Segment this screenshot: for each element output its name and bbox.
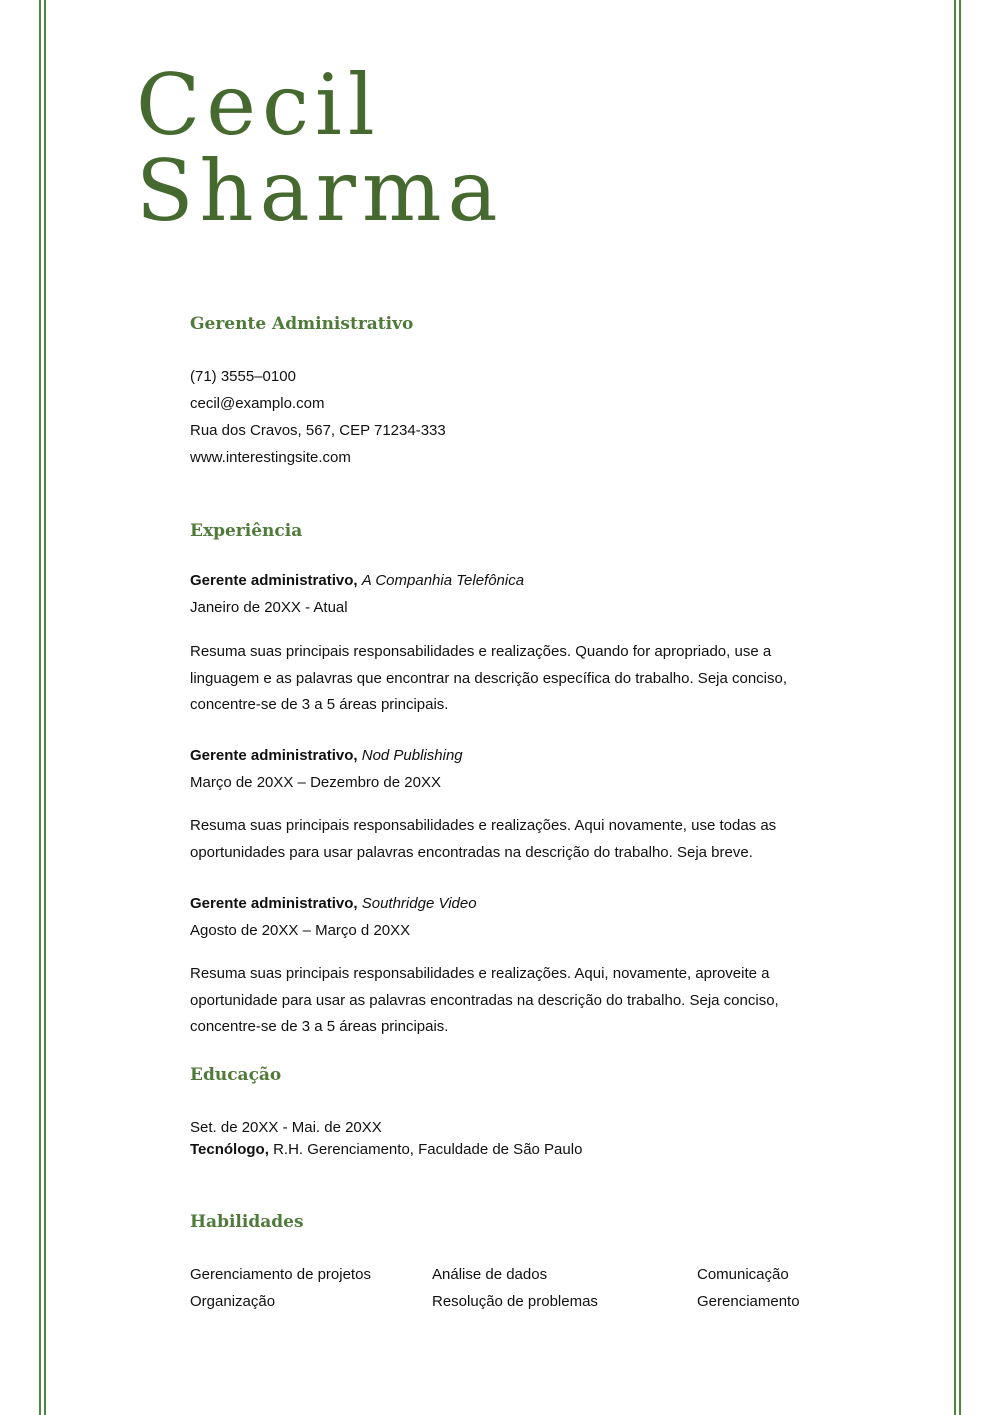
job-dates: Agosto de 20XX – Março d 20XX <box>190 922 411 939</box>
contact-website: www.interestingsite.com <box>190 449 351 466</box>
skill-item: Comunicação <box>697 1266 789 1283</box>
skill-item: Gerenciamento <box>697 1293 800 1310</box>
left-border-inner <box>44 0 46 1415</box>
job-heading <box>190 894 477 914</box>
last-name: Sharma <box>136 142 504 240</box>
job-heading <box>190 571 524 591</box>
left-border-outer <box>39 0 41 1415</box>
job-company: A Companhia Telefônica <box>361 572 525 589</box>
skill-item: Análise de dados <box>432 1266 548 1283</box>
contact-address: Rua dos Cravos, 567, CEP 71234-333 <box>190 422 446 439</box>
job-company: Nod Publishing <box>361 747 463 764</box>
skill-item: Organização <box>190 1293 276 1310</box>
contact-email: cecil@examplo.com <box>190 395 325 412</box>
job-title: Gerente Administrativo <box>190 314 414 334</box>
resume-name <box>136 56 504 240</box>
job-dates: Janeiro de 20XX - Atual <box>190 599 348 616</box>
right-border-outer <box>959 0 961 1415</box>
education-degree-line <box>190 1140 582 1160</box>
job-heading <box>190 746 463 766</box>
job-dates: Março de 20XX – Dezembro de 20XX <box>190 774 441 791</box>
education-heading: Educação <box>190 1065 282 1085</box>
job-role: Gerente administrativo, <box>190 572 358 589</box>
job-description: Resuma suas principais responsabilidades e realizações. Quando for apropriado, use a linguagem e as palavras que encontrar na descrição específica do trabalho. Seja conciso, concentre-se de 3 a 5 áreas principais. <box>190 643 788 713</box>
job-description: Resuma suas principais responsabilidades e realizações. Aqui, novamente, aproveite a oportunidade para usar as palavras encontradas na descrição do trabalho. Seja conciso, concentre-se de 3 a 5 áreas principais. <box>190 965 779 1035</box>
education-detail: R.H. Gerenciamento, Faculdade de São Paulo <box>273 1141 583 1158</box>
education-dates: Set. de 20XX - Mai. de 20XX <box>190 1119 382 1136</box>
experience-heading: Experiência <box>190 521 303 541</box>
skill-item: Resolução de problemas <box>432 1293 598 1310</box>
job-company: Southridge Video <box>361 895 477 912</box>
first-name: Cecil <box>136 56 381 154</box>
skills-heading: Habilidades <box>190 1212 304 1232</box>
contact-phone: (71) 3555–0100 <box>190 368 296 385</box>
right-border-inner <box>954 0 956 1415</box>
education-degree: Tecnólogo, <box>190 1141 269 1158</box>
job-role: Gerente administrativo, <box>190 747 358 764</box>
job-role: Gerente administrativo, <box>190 895 358 912</box>
job-description: Resuma suas principais responsabilidades e realizações. Aqui novamente, use todas as oportunidades para usar palavras encontradas na descrição do trabalho. Seja breve. <box>190 817 777 861</box>
skill-item: Gerenciamento de projetos <box>190 1266 371 1283</box>
